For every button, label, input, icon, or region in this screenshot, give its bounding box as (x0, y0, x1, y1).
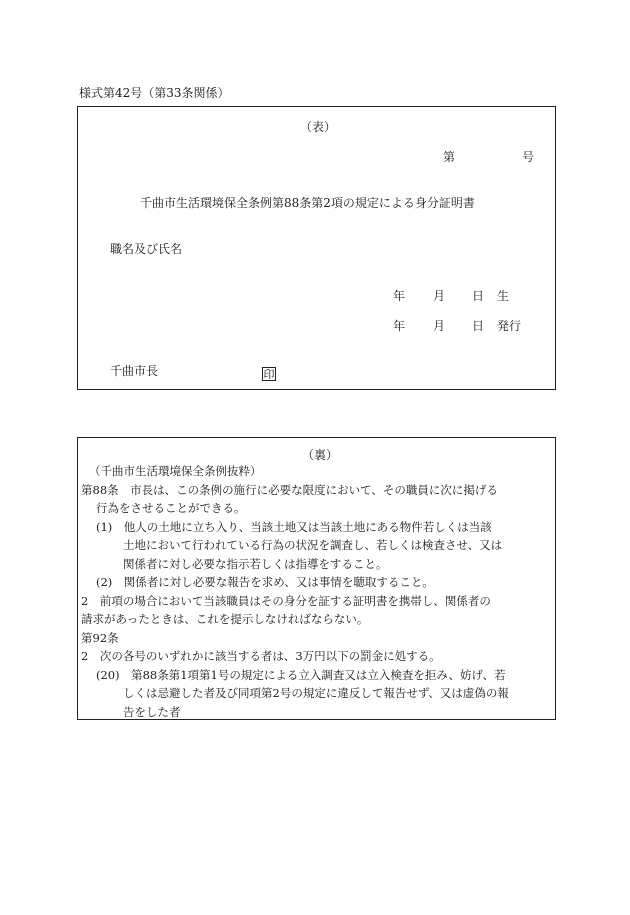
certificate-heading: 千曲市生活環境保全条例第88条第2項の規定による身分証明書 (140, 196, 475, 210)
article-92-line: 第92条 (81, 631, 119, 645)
excerpt-heading: （千曲市生活環境保全条例抜粋） (89, 464, 262, 478)
form-title: 様式第42号（第33条関係） (79, 86, 230, 100)
birth-suffix: 生 (497, 289, 510, 303)
issue-suffix: 発行 (497, 319, 522, 333)
birth-day: 日 (472, 289, 485, 303)
front-side-label: （表） (300, 120, 337, 134)
item-2-line: (2) 関係者に対し必要な報告を求め、又は事情を聴取すること。 (96, 575, 434, 589)
article-88-cont: 行為をさせることができる。 (96, 501, 246, 515)
back-side-label: （裏） (302, 448, 339, 462)
birth-year: 年 (393, 289, 406, 303)
paragraph-2-line: 2 前項の場合において当該職員はその身分を証する証明書を携帯し、関係者の (81, 594, 491, 608)
article-88-line: 第88条 市長は、この条例の施行に必要な限度において、その職員に次に掲げる (81, 483, 498, 497)
item-20-cont-2: 告をした者 (123, 705, 181, 719)
seal-mark (262, 363, 276, 382)
seal-text: 印 (263, 368, 275, 381)
number-prefix: 第 (443, 150, 456, 164)
birth-month: 月 (433, 289, 446, 303)
item-20-cont-1: しくは忌避した者及び同項第2号の規定に違反して報告せず、又は虚偽の報 (123, 686, 509, 700)
item-1-cont-2: 関係者に対し必要な指示若しくは指導をすること。 (123, 557, 388, 571)
name-label: 職名及び氏名 (110, 242, 183, 256)
article-92-para-2: 2 次の各号のいずれかに該当する者は、3万円以下の罰金に処する。 (81, 649, 441, 663)
item-1-line: (1) 他人の土地に立ち入り、当該土地又は当該土地にある物件若しくは当該 (96, 520, 492, 534)
issue-year: 年 (393, 319, 406, 333)
issuer-name: 千曲市長 (110, 364, 159, 378)
issue-month: 月 (433, 319, 446, 333)
paragraph-2-cont: 請求があったときは、これを提示しなければならない。 (81, 612, 369, 626)
number-suffix: 号 (522, 150, 535, 164)
item-20-line: (20) 第88条第1項第1号の規定による立入調査又は立入検査を拒み、妨げ、若 (96, 668, 506, 682)
issue-day: 日 (472, 319, 485, 333)
item-1-cont-1: 土地において行われている行為の状況を調査し、若しくは検査させ、又は (123, 538, 503, 552)
